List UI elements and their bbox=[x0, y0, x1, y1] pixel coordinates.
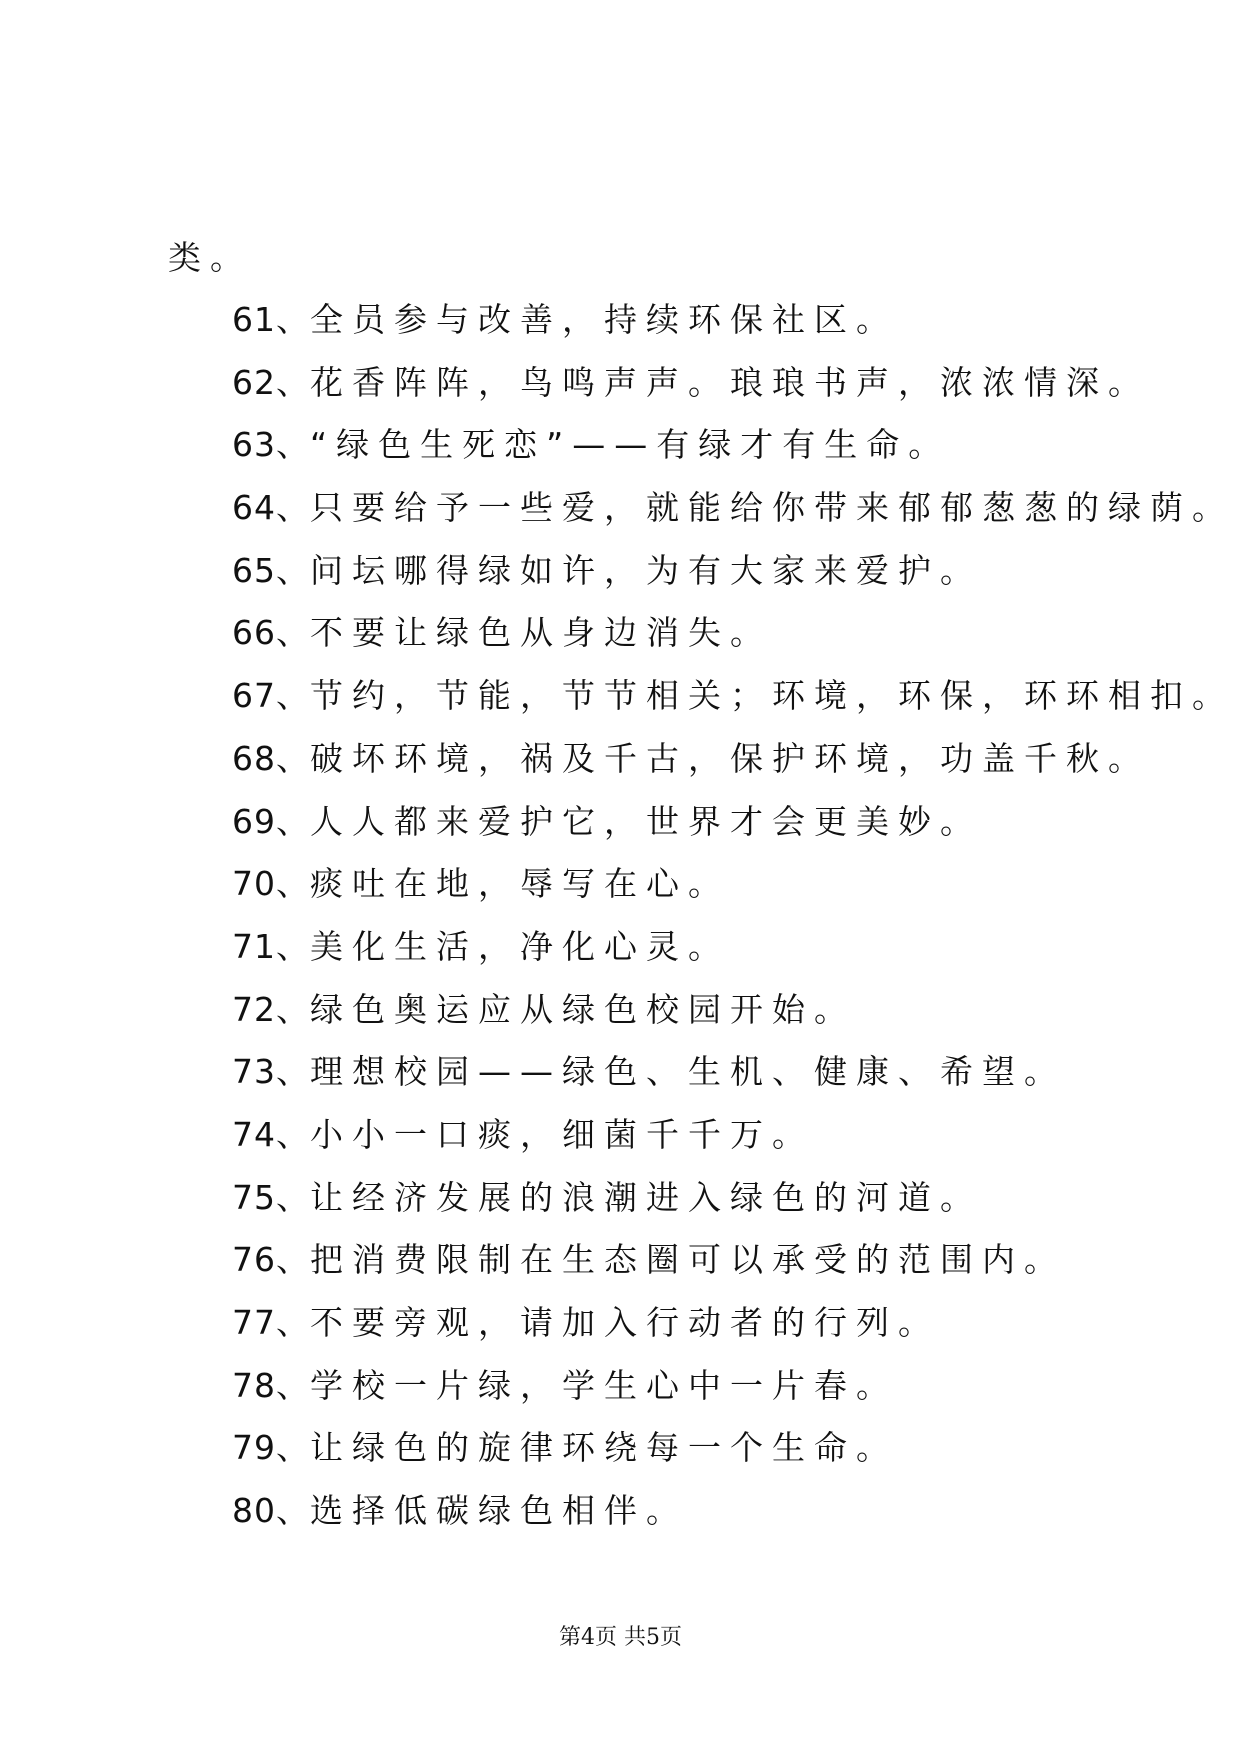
item-number: 76、 bbox=[232, 1240, 310, 1280]
list-item bbox=[232, 802, 1234, 865]
item-text: 让绿色的旋律环绕每一个生命。 bbox=[310, 1428, 898, 1468]
item-number: 70、 bbox=[232, 864, 310, 904]
list-item bbox=[232, 1115, 1234, 1178]
item-text: 全员参与改善，持续环保社区。 bbox=[310, 300, 898, 339]
item-number: 75、 bbox=[232, 1177, 310, 1217]
list-item bbox=[232, 927, 1234, 990]
item-text: 理想校园——绿色、生机、健康、希望。 bbox=[310, 1052, 1066, 1092]
item-number: 65、 bbox=[232, 550, 310, 590]
list-item bbox=[232, 1366, 1234, 1429]
item-text: “绿色生死恋”——有绿才有生命。 bbox=[310, 425, 951, 465]
item-text: 节约，节能，节节相关；环境，环保，环环相扣。 bbox=[310, 676, 1234, 716]
slogan-list bbox=[232, 300, 1234, 1554]
item-text: 把消费限制在生态圈可以承受的范围内。 bbox=[310, 1240, 1066, 1280]
item-number: 69、 bbox=[232, 801, 310, 841]
item-number: 63、 bbox=[232, 425, 310, 465]
item-number: 67、 bbox=[232, 676, 310, 716]
item-text: 不要旁观，请加入行动者的行列。 bbox=[310, 1303, 940, 1342]
item-text: 破坏环境，祸及千古，保护环境，功盖千秋。 bbox=[310, 738, 1150, 778]
item-number: 62、 bbox=[232, 362, 310, 402]
item-number: 71、 bbox=[232, 926, 310, 966]
item-number: 64、 bbox=[232, 488, 310, 528]
item-text: 不要让绿色从身边消失。 bbox=[310, 613, 772, 653]
item-text: 小小一口痰，细菌千千万。 bbox=[310, 1114, 814, 1154]
list-item bbox=[232, 1303, 1234, 1366]
list-item bbox=[232, 990, 1234, 1053]
item-text: 只要给予一些爱，就能给你带来郁郁葱葱的绿荫。 bbox=[310, 488, 1234, 528]
list-item bbox=[232, 1428, 1234, 1491]
page-footer: 第4页 共5页 bbox=[559, 1625, 682, 1650]
list-item bbox=[232, 300, 1234, 363]
list-item bbox=[232, 676, 1234, 739]
item-text: 人人都来爱护它，世界才会更美妙。 bbox=[310, 801, 982, 841]
item-number: 61、 bbox=[232, 300, 310, 339]
item-number: 66、 bbox=[232, 613, 310, 653]
item-number: 68、 bbox=[232, 738, 310, 778]
list-item bbox=[232, 551, 1234, 614]
item-number: 73、 bbox=[232, 1052, 310, 1092]
item-number: 74、 bbox=[232, 1114, 310, 1154]
item-text: 问坛哪得绿如许，为有大家来爱护。 bbox=[310, 550, 982, 590]
item-text: 选择低碳绿色相伴。 bbox=[310, 1491, 688, 1531]
item-number: 79、 bbox=[232, 1428, 310, 1468]
item-number: 78、 bbox=[232, 1365, 310, 1405]
list-item bbox=[232, 363, 1234, 426]
list-item bbox=[232, 739, 1234, 802]
list-item bbox=[232, 1491, 1234, 1554]
item-number: 80、 bbox=[232, 1491, 310, 1531]
continuation-text: 类。 bbox=[168, 238, 252, 277]
list-item bbox=[232, 613, 1234, 676]
item-number: 72、 bbox=[232, 989, 310, 1029]
item-text: 花香阵阵，鸟鸣声声。琅琅书声，浓浓情深。 bbox=[310, 362, 1150, 402]
item-text: 痰吐在地，辱写在心。 bbox=[310, 864, 730, 904]
list-item bbox=[232, 864, 1234, 927]
list-item bbox=[232, 1240, 1234, 1303]
item-text: 学校一片绿，学生心中一片春。 bbox=[310, 1365, 898, 1405]
item-number: 77、 bbox=[232, 1303, 310, 1342]
item-text: 美化生活，净化心灵。 bbox=[310, 926, 730, 966]
list-item bbox=[232, 1052, 1234, 1115]
item-text: 让经济发展的浪潮进入绿色的河道。 bbox=[310, 1177, 982, 1217]
list-item bbox=[232, 425, 1234, 488]
list-item bbox=[232, 488, 1234, 551]
list-item bbox=[232, 1178, 1234, 1241]
item-text: 绿色奥运应从绿色校园开始。 bbox=[310, 989, 856, 1029]
